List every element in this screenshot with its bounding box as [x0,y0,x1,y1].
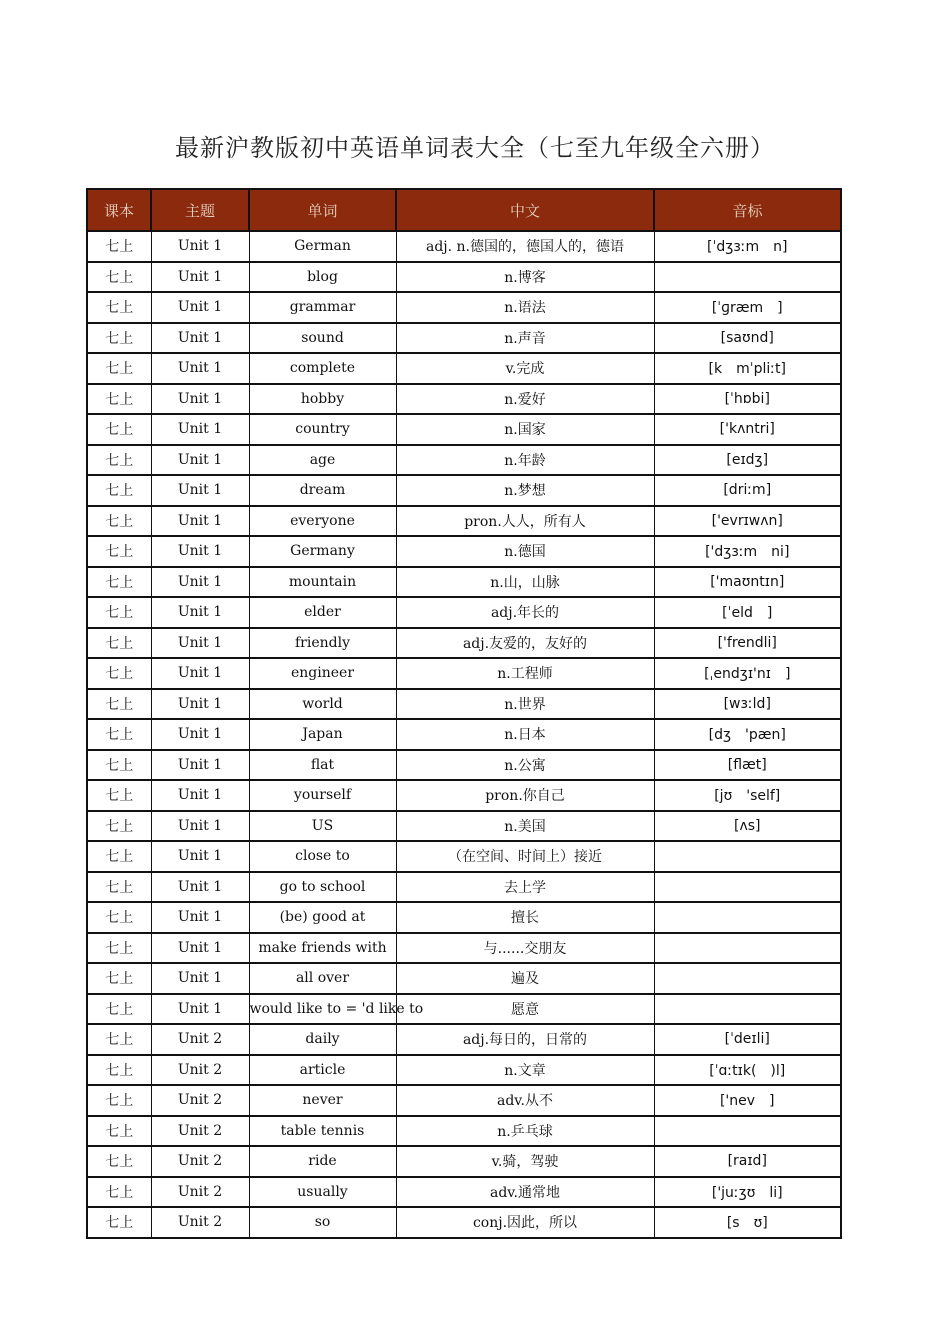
table-row [87,231,841,262]
cell-book: 七上 [87,445,151,476]
cell-unit: Unit 1 [151,475,249,506]
cell-book: 七上 [87,353,151,384]
table-row [87,536,841,567]
cell-phonetic: [jʊ 'self] [654,780,841,811]
cell-book: 七上 [87,1055,151,1086]
header-phonetic: 音标 [654,189,841,231]
cell-phonetic [654,872,841,903]
cell-word: complete [249,353,396,384]
cell-book: 七上 [87,628,151,659]
cell-phonetic: [ˈdʒɜːm n] [654,231,841,262]
cell-chinese: adj.每日的，日常的 [396,1024,654,1055]
cell-word: Japan [249,719,396,750]
cell-book: 七上 [87,750,151,781]
cell-word: make friends with [249,933,396,964]
cell-chinese: adj.友爱的，友好的 [396,628,654,659]
cell-book: 七上 [87,1177,151,1208]
cell-word: US [249,811,396,842]
cell-phonetic: [ˈdeɪli] [654,1024,841,1055]
cell-unit: Unit 2 [151,1207,249,1238]
cell-word: daily [249,1024,396,1055]
page-title: 最新沪教版初中英语单词表大全（七至九年级全六册） [175,134,775,162]
cell-phonetic: [raɪd] [654,1146,841,1177]
table-row [87,719,841,750]
table-row [87,1116,841,1147]
table-body [87,231,841,1238]
cell-unit: Unit 1 [151,689,249,720]
cell-phonetic: [ˌendʒɪ'nɪ ] [654,658,841,689]
cell-unit: Unit 1 [151,231,249,262]
cell-chinese: conj.因此，所以 [396,1207,654,1238]
cell-unit: Unit 1 [151,323,249,354]
cell-book: 七上 [87,384,151,415]
cell-chinese: n.博客 [396,262,654,293]
cell-unit: Unit 2 [151,1055,249,1086]
cell-book: 七上 [87,719,151,750]
cell-chinese: n.公寓 [396,750,654,781]
cell-unit: Unit 1 [151,872,249,903]
cell-phonetic: [ʌs] [654,811,841,842]
table-row [87,292,841,323]
cell-chinese: 与......交朋友 [396,933,654,964]
cell-phonetic: [flæt] [654,750,841,781]
cell-phonetic: ['dʒɜːm ni] [654,536,841,567]
cell-word: yourself [249,780,396,811]
cell-unit: Unit 1 [151,780,249,811]
cell-unit: Unit 1 [151,658,249,689]
vocabulary-table [86,188,842,1239]
cell-chinese: n.年龄 [396,445,654,476]
cell-phonetic: [saʊnd] [654,323,841,354]
cell-word: sound [249,323,396,354]
cell-word: table tennis [249,1116,396,1147]
cell-chinese: n.爱好 [396,384,654,415]
table-row [87,933,841,964]
cell-unit: Unit 1 [151,963,249,994]
cell-chinese: adv.通常地 [396,1177,654,1208]
cell-phonetic: ['nev ] [654,1085,841,1116]
cell-book: 七上 [87,1116,151,1147]
cell-chinese: n.工程师 [396,658,654,689]
cell-word: never [249,1085,396,1116]
cell-chinese: n.梦想 [396,475,654,506]
cell-phonetic [654,963,841,994]
cell-unit: Unit 1 [151,353,249,384]
table-row [87,1207,841,1238]
cell-book: 七上 [87,1024,151,1055]
cell-unit: Unit 1 [151,445,249,476]
cell-word: hobby [249,384,396,415]
cell-word: country [249,414,396,445]
table-row [87,689,841,720]
cell-unit: Unit 2 [151,1085,249,1116]
cell-phonetic: [eɪdʒ] [654,445,841,476]
table-row [87,262,841,293]
cell-chinese: n.文章 [396,1055,654,1086]
cell-phonetic: [ˈɡræm ] [654,292,841,323]
cell-unit: Unit 1 [151,902,249,933]
cell-book: 七上 [87,475,151,506]
cell-phonetic [654,1116,841,1147]
cell-unit: Unit 1 [151,933,249,964]
table-row [87,994,841,1025]
cell-word: everyone [249,506,396,537]
cell-word: all over [249,963,396,994]
cell-unit: Unit 1 [151,597,249,628]
cell-book: 七上 [87,506,151,537]
header-chinese: 中文 [396,189,654,231]
cell-book: 七上 [87,536,151,567]
cell-word: would like to = 'd like to [249,994,396,1025]
cell-phonetic [654,841,841,872]
cell-unit: Unit 1 [151,841,249,872]
cell-book: 七上 [87,597,151,628]
cell-chinese: pron.你自己 [396,780,654,811]
cell-book: 七上 [87,780,151,811]
cell-unit: Unit 1 [151,506,249,537]
cell-phonetic: [driːm] [654,475,841,506]
cell-unit: Unit 2 [151,1177,249,1208]
header-word: 单词 [249,189,396,231]
cell-phonetic: [ˈɑːtɪk( )l] [654,1055,841,1086]
cell-phonetic: ['kʌntri] [654,414,841,445]
cell-unit: Unit 1 [151,292,249,323]
cell-chinese: 愿意 [396,994,654,1025]
cell-book: 七上 [87,231,151,262]
cell-chinese: v.骑，驾驶 [396,1146,654,1177]
table-row [87,323,841,354]
cell-book: 七上 [87,1207,151,1238]
table-row [87,1177,841,1208]
cell-chinese: 擅长 [396,902,654,933]
table-header-row [87,189,841,231]
table-row [87,384,841,415]
cell-chinese: adv.从不 [396,1085,654,1116]
cell-unit: Unit 2 [151,1116,249,1147]
cell-word: world [249,689,396,720]
cell-book: 七上 [87,841,151,872]
cell-word: friendly [249,628,396,659]
cell-unit: Unit 1 [151,536,249,567]
cell-book: 七上 [87,689,151,720]
table-row [87,841,841,872]
cell-word: flat [249,750,396,781]
cell-unit: Unit 1 [151,994,249,1025]
cell-chinese: n.德国 [396,536,654,567]
table-row [87,628,841,659]
cell-word: close to [249,841,396,872]
cell-phonetic: [s ʊ] [654,1207,841,1238]
cell-word: mountain [249,567,396,598]
cell-chinese: n.日本 [396,719,654,750]
cell-book: 七上 [87,811,151,842]
table-row [87,902,841,933]
cell-chinese: n.国家 [396,414,654,445]
cell-word: Germany [249,536,396,567]
cell-unit: Unit 1 [151,414,249,445]
cell-book: 七上 [87,902,151,933]
cell-unit: Unit 1 [151,811,249,842]
cell-word: go to school [249,872,396,903]
cell-unit: Unit 1 [151,262,249,293]
table-row [87,963,841,994]
cell-word: grammar [249,292,396,323]
cell-book: 七上 [87,262,151,293]
cell-book: 七上 [87,292,151,323]
cell-phonetic [654,262,841,293]
cell-chinese: adj.年长的 [396,597,654,628]
cell-book: 七上 [87,994,151,1025]
cell-word: (be) good at [249,902,396,933]
cell-word: age [249,445,396,476]
table-row [87,1055,841,1086]
cell-chinese: （在空间、时间上）接近 [396,841,654,872]
cell-phonetic: ['maʊntɪn] [654,567,841,598]
cell-unit: Unit 1 [151,384,249,415]
cell-unit: Unit 1 [151,750,249,781]
table-row [87,1085,841,1116]
cell-book: 七上 [87,1146,151,1177]
cell-word: German [249,231,396,262]
cell-phonetic: ['frendli] [654,628,841,659]
cell-word: elder [249,597,396,628]
header-book: 课本 [87,189,151,231]
cell-phonetic: [k mˈpliːt] [654,353,841,384]
cell-phonetic: ['evrɪwʌn] [654,506,841,537]
table-row [87,567,841,598]
table-row [87,475,841,506]
cell-unit: Unit 1 [151,719,249,750]
cell-chinese: n.世界 [396,689,654,720]
cell-word: dream [249,475,396,506]
cell-chinese: adj. n.德国的，德国人的，德语 [396,231,654,262]
table-row [87,658,841,689]
table-row [87,353,841,384]
cell-phonetic [654,933,841,964]
table-row [87,506,841,537]
cell-phonetic [654,994,841,1025]
cell-phonetic: [ˈhɒbi] [654,384,841,415]
cell-chinese: n.美国 [396,811,654,842]
table-row [87,597,841,628]
cell-phonetic: ['juːʒʊ li] [654,1177,841,1208]
cell-word: ride [249,1146,396,1177]
cell-phonetic: [ˈeld ] [654,597,841,628]
cell-chinese: n.声音 [396,323,654,354]
cell-book: 七上 [87,963,151,994]
cell-book: 七上 [87,567,151,598]
cell-chinese: pron.人人，所有人 [396,506,654,537]
table-row [87,1146,841,1177]
cell-word: engineer [249,658,396,689]
cell-book: 七上 [87,933,151,964]
table-row [87,445,841,476]
cell-chinese: n.语法 [396,292,654,323]
cell-unit: Unit 1 [151,628,249,659]
cell-book: 七上 [87,872,151,903]
cell-chinese: 去上学 [396,872,654,903]
cell-word: blog [249,262,396,293]
cell-unit: Unit 2 [151,1024,249,1055]
cell-chinese: 遍及 [396,963,654,994]
cell-book: 七上 [87,1085,151,1116]
table-row [87,872,841,903]
cell-chinese: n.山，山脉 [396,567,654,598]
cell-phonetic: [dʒ 'pæn] [654,719,841,750]
cell-phonetic [654,902,841,933]
cell-book: 七上 [87,323,151,354]
table-row [87,780,841,811]
cell-book: 七上 [87,414,151,445]
table-row [87,811,841,842]
cell-chinese: n.乒乓球 [396,1116,654,1147]
cell-chinese: v.完成 [396,353,654,384]
cell-phonetic: [wɜːld] [654,689,841,720]
table-row [87,1024,841,1055]
cell-book: 七上 [87,658,151,689]
cell-word: so [249,1207,396,1238]
cell-unit: Unit 1 [151,567,249,598]
cell-unit: Unit 2 [151,1146,249,1177]
table-row [87,414,841,445]
header-topic: 主题 [151,189,249,231]
cell-word: article [249,1055,396,1086]
cell-word: usually [249,1177,396,1208]
table-row [87,750,841,781]
